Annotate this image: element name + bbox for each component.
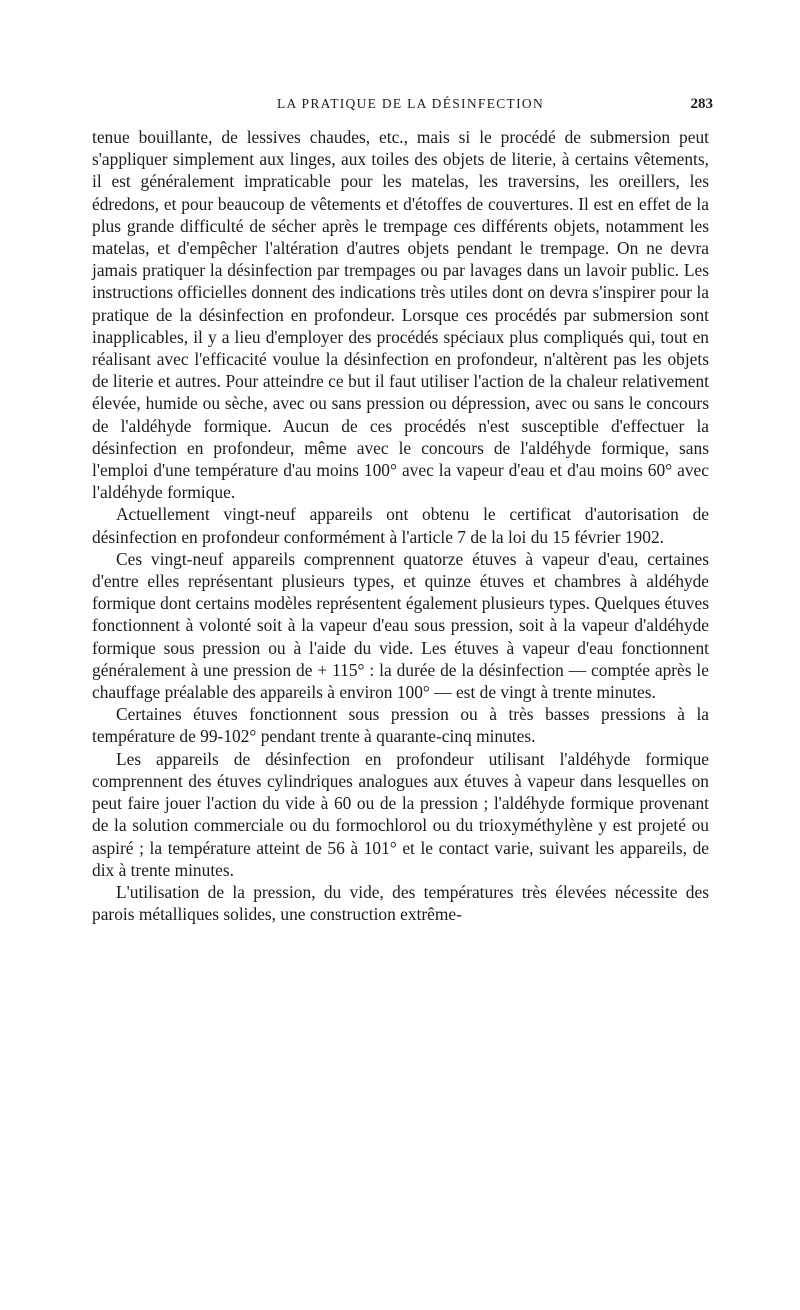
paragraph-construction: L'utilisation de la pression, du vide, des températures très élevées nécessite des parois métalliques solides, une construction extrême- (92, 881, 709, 925)
paragraph-formaldehyde-devices: Les appareils de désinfection en profondeur utilisant l'aldéhyde formique comprennent des étuves cylindriques analogues aux étuves à vapeur dans lesquelles on peut faire jouer l'action du vide à 60 ou de la pression ; l'aldéhyde formique provenant de la solution commerciale ou du formochlorol ou du trioxyméthylène y est projeté ou aspiré ; la température atteint de 56 à 101° et le contact varie, suivant les appareils, de dix à trente minutes. (92, 748, 709, 880)
page-number: 283 (690, 96, 713, 112)
running-title: LA PRATIQUE DE LA DÉSINFECTION (277, 96, 544, 111)
paragraph-continuation: tenue bouillante, de lessives chaudes, etc., mais si le procédé de submersion peut s'appliquer simplement aux linges, aux toiles des objets de literie, à certains vêtements, il est généralement impraticable pour les matelas, les traversins, les oreillers, les édredons, et pour beaucoup de vêtements et d'étoffes de couvertures. Il est en effet de la plus grande difficulté de sécher après le trempage ces différents objets, notamment les matelas, et d'empêcher l'altération d'autres objets pendant le trempage. On ne devra jamais pratiquer la désinfection par trempages ou par lavages dans un lavoir public. Les instructions officielles donnent des indications très utiles dont on devra s'inspirer pour la pratique de la désinfection en profondeur. Lorsque ces procédés par submersion sont inapplicables, il y a lieu d'employer des procédés spéciaux plus compliqués qui, tout en réalisant avec l'efficacité voulue la désinfection en profondeur, n'altèrent pas les objets de literie et autres. Pour atteindre ce but il faut utiliser l'action de la chaleur relativement élevée, humide ou sèche, avec ou sans pression ou dépression, avec ou sans le concours de l'aldéhyde formique. Aucun de ces procédés n'est susceptible d'effectuer la désinfection en profondeur, même avec le concours de l'aldéhyde formique, sans l'emploi d'une température d'au moins 100° avec la vapeur d'eau et d'au moins 60° avec l'aldéhyde formique. (92, 127, 709, 503)
paragraph-certificates: Actuellement vingt-neuf appareils ont obtenu le certificat d'autorisation de désinfection en profondeur conformément à l'article 7 de la loi du 15 février 1902. (92, 504, 709, 547)
paragraph-steam-autoclaves: Ces vingt-neuf appareils comprennent quatorze étuves à vapeur d'eau, certaines d'entre elles représentant plusieurs types, et quinze étuves et chambres à aldéhyde formique dont certains modèles représentent également plusieurs types. Quelques étuves fonctionnent à volonté soit à la vapeur d'eau sous pression, soit à la vapeur d'aldéhyde formique sous pression ou à l'aide du vide. Les étuves à vapeur d'eau fonctionnent généralement à une pression de + 115° : la durée de la désinfection — comptée après le chauffage préalable des appareils à environ 100° — est de vingt à trente minutes. (92, 548, 709, 703)
running-header (92, 96, 713, 118)
body-text (92, 126, 709, 925)
paragraph-low-pressure: Certaines étuves fonctionnent sous pression ou à très basses pressions à la température de 99-102° pendant trente à quarante-cinq minutes. (92, 704, 709, 747)
